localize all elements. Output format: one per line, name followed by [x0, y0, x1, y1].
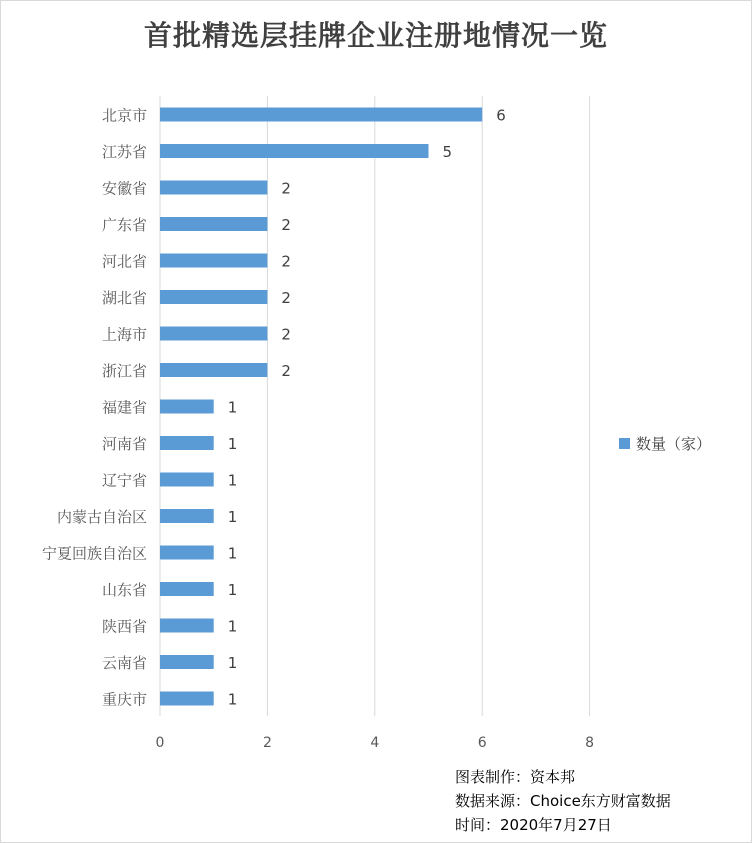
y-category-label: 江苏省 — [101, 143, 147, 161]
y-category-label: 福建省 — [101, 398, 147, 417]
y-category-label: 湖北省 — [101, 289, 147, 307]
data-label: 1 — [227, 471, 238, 490]
x-tick-label: 0 — [155, 735, 165, 751]
y-category-label: 重庆市 — [101, 690, 147, 709]
bar — [160, 181, 267, 195]
note-data-source: 数据来源：Choice东方财富数据 — [455, 792, 671, 810]
data-label: 1 — [227, 581, 238, 599]
data-label: 1 — [227, 654, 238, 672]
y-category-label: 河南省 — [101, 435, 147, 453]
data-label: 2 — [281, 362, 291, 380]
bar — [160, 363, 267, 377]
legend — [619, 433, 711, 454]
bar — [160, 692, 214, 706]
data-label: 1 — [227, 435, 238, 453]
y-category-label: 广东省 — [101, 216, 147, 234]
data-label: 2 — [281, 252, 291, 271]
bar — [160, 290, 267, 304]
data-label: 2 — [281, 325, 291, 344]
x-tick-label: 6 — [477, 735, 487, 751]
note-chart-maker: 图表制作：资本邦 — [455, 768, 576, 786]
y-category-label: 上海市 — [101, 325, 147, 344]
bar — [160, 254, 267, 268]
data-label: 1 — [227, 617, 238, 636]
bar — [160, 473, 214, 487]
bar — [160, 509, 214, 523]
y-category-label: 宁夏回族自治区 — [41, 544, 147, 563]
x-tick-label: 4 — [370, 735, 380, 751]
data-label: 5 — [442, 143, 453, 161]
labels — [42, 107, 594, 752]
bar — [160, 582, 214, 596]
bar — [160, 327, 267, 341]
bars — [160, 108, 482, 706]
y-category-label: 内蒙古自治区 — [56, 508, 147, 526]
bar — [160, 436, 214, 450]
y-category-label: 云南省 — [101, 654, 147, 672]
note-date: 时间：2020年7月27日 — [455, 816, 612, 834]
data-label: 1 — [227, 690, 238, 709]
source-notes — [455, 765, 671, 837]
bar — [160, 108, 482, 122]
data-label: 6 — [496, 106, 506, 125]
data-label: 2 — [281, 179, 291, 198]
y-category-label: 北京市 — [101, 106, 147, 125]
legend-swatch — [619, 438, 630, 449]
y-category-label: 河北省 — [101, 252, 147, 271]
data-label: 2 — [281, 216, 291, 234]
chart-title: 首批精选层挂牌企业注册地情况一览 — [143, 19, 608, 52]
data-label: 1 — [227, 398, 238, 417]
bar — [160, 655, 214, 669]
bar — [160, 144, 429, 158]
data-label: 2 — [281, 289, 291, 307]
legend-label: 数量（家） — [636, 435, 712, 453]
y-category-label: 浙江省 — [101, 362, 147, 380]
x-tick-label: 2 — [262, 735, 272, 751]
x-tick-label: 8 — [585, 735, 595, 751]
data-label: 1 — [227, 544, 238, 563]
y-category-label: 陕西省 — [101, 617, 147, 636]
bar — [160, 619, 214, 633]
y-category-label: 安徽省 — [101, 179, 147, 198]
bar — [160, 546, 214, 560]
bar — [160, 217, 267, 231]
data-label: 1 — [227, 508, 238, 526]
y-category-label: 辽宁省 — [101, 471, 147, 490]
bar — [160, 400, 214, 414]
y-category-label: 山东省 — [101, 581, 147, 599]
